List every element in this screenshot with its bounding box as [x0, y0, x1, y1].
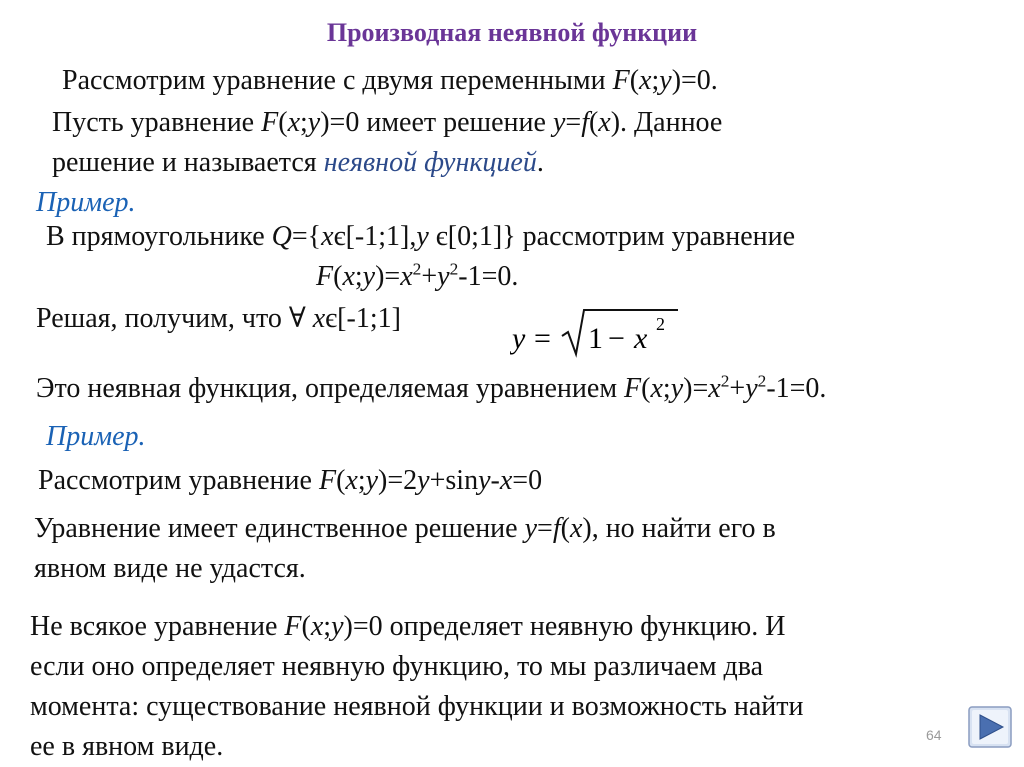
- paragraph-conclusion-line1: [30, 610, 785, 644]
- text: )=0.: [671, 65, 718, 96]
- var-x: x: [598, 107, 611, 138]
- var-x: x: [321, 221, 334, 252]
- text: ), но найти его в: [582, 513, 776, 544]
- text: ;: [323, 611, 332, 642]
- exponent: 2: [720, 371, 730, 391]
- text: є[-1;1]: [325, 303, 401, 334]
- paragraph-unique-solution-line1: [34, 512, 776, 546]
- text: ;: [357, 465, 366, 496]
- var-y: y: [659, 65, 672, 96]
- text: =0: [512, 465, 543, 496]
- var-y: y: [362, 261, 376, 292]
- var-y: y: [670, 373, 684, 404]
- var-x: x: [639, 65, 652, 96]
- equation-circle: [316, 260, 518, 294]
- var-f: f: [552, 513, 561, 544]
- text: (: [629, 65, 640, 96]
- paragraph-equation-intro: [62, 64, 718, 98]
- var-x: x: [708, 373, 721, 404]
- paragraph-solution-line1: [52, 106, 722, 140]
- text: +: [421, 261, 438, 292]
- var-F: F: [612, 65, 630, 96]
- text: (: [588, 107, 599, 138]
- text: Не всякое уравнение: [30, 611, 285, 642]
- text: (: [278, 107, 288, 138]
- var-F: F: [261, 107, 279, 138]
- var-F: F: [318, 465, 337, 496]
- var-y: y: [552, 107, 566, 138]
- var-y: y: [437, 261, 450, 292]
- var-Q: Q: [271, 221, 292, 252]
- text: (: [560, 513, 570, 544]
- text: )=: [375, 261, 401, 292]
- var-F: F: [624, 373, 642, 404]
- paragraph-unique-solution-line2: явном виде не удастся.: [34, 553, 306, 584]
- text: -1=0.: [766, 373, 827, 404]
- example-label: Пример.: [36, 187, 136, 218]
- text: )=2: [378, 465, 418, 496]
- text: ={: [291, 221, 322, 252]
- var-x: x: [345, 465, 358, 496]
- text: ;: [300, 107, 308, 138]
- text: (: [333, 261, 343, 292]
- example-label-2: Пример.: [46, 421, 146, 452]
- text: ). Данное: [610, 107, 723, 138]
- text: +: [729, 373, 746, 404]
- text: Рассмотрим уравнение: [38, 465, 319, 496]
- text: )=: [683, 373, 709, 404]
- exponent: 2: [757, 371, 767, 391]
- text: ;: [354, 261, 363, 292]
- var-F: F: [316, 261, 334, 292]
- var-x: x: [650, 373, 663, 404]
- paragraph-implicit-defined: [36, 372, 826, 406]
- play-next-icon[interactable]: [968, 706, 1012, 748]
- text: (: [301, 611, 311, 642]
- exponent: 2: [449, 259, 459, 279]
- var-y: y: [331, 611, 344, 642]
- var-x: x: [310, 611, 324, 642]
- var-F: F: [284, 611, 302, 642]
- page-number: 64: [926, 727, 942, 743]
- term-implicit-function: неявной функцией: [323, 147, 537, 178]
- var-x: x: [400, 261, 413, 292]
- text: решение и называется: [52, 147, 324, 178]
- text: (: [336, 465, 346, 496]
- text: Решая, получим, что ∀: [36, 303, 313, 334]
- text: Это неявная функция, определяемая уравнением: [36, 373, 625, 404]
- text: ;: [662, 373, 671, 404]
- paragraph-second-equation: [38, 464, 542, 498]
- paragraph-rectangle: [46, 220, 795, 254]
- var-y: y: [524, 513, 538, 544]
- formula-eq: =: [534, 322, 551, 355]
- formula-lhs: y: [512, 322, 526, 355]
- text: В прямоугольнике: [46, 221, 272, 252]
- formula-one: 1: [588, 322, 603, 355]
- formula-x: x: [634, 322, 648, 355]
- text: )=0 имеет решение: [320, 107, 553, 138]
- text: є[0;1]} рассмотрим уравнение: [428, 221, 796, 252]
- formula-minus: −: [608, 322, 625, 355]
- text: (: [641, 373, 651, 404]
- text: Уравнение имеет единственное решение: [34, 513, 525, 544]
- var-x: x: [569, 513, 583, 544]
- var-y: y: [478, 465, 491, 496]
- paragraph-solution-line2: [52, 146, 544, 180]
- text: -: [490, 465, 500, 496]
- text: .: [536, 147, 544, 178]
- exponent: 2: [412, 259, 422, 279]
- var-y: y: [417, 465, 430, 496]
- var-y: y: [307, 107, 321, 138]
- text: Пусть уравнение: [52, 107, 262, 138]
- text: -1=0.: [458, 261, 519, 292]
- var-x: x: [499, 465, 513, 496]
- text: є[-1;1],: [333, 221, 417, 252]
- text: =: [565, 107, 582, 138]
- text: =: [537, 513, 553, 544]
- var-x: x: [342, 261, 355, 292]
- slide-title: Производная неявной функции: [326, 18, 698, 47]
- text: ;: [651, 65, 660, 96]
- var-x: x: [287, 107, 300, 138]
- var-y: y: [365, 465, 379, 496]
- paragraph-conclusion-line3: момента: существование неявной функции и возможность найти: [30, 691, 804, 722]
- text: +sin: [429, 465, 479, 496]
- var-f: f: [581, 107, 589, 138]
- text: )=0 определяет неявную функцию. И: [343, 611, 786, 642]
- text: Рассмотрим уравнение с двумя переменными: [62, 65, 613, 96]
- var-y: y: [416, 221, 429, 252]
- paragraph-conclusion-line2: если оно определяет неявную функцию, то мы различаем два: [30, 651, 764, 682]
- var-x: x: [312, 303, 326, 334]
- formula-exp: 2: [656, 314, 665, 334]
- paragraph-conclusion-line4: ее в явном виде.: [30, 731, 224, 762]
- paragraph-solving: [36, 302, 401, 336]
- sqrt-formula: [510, 306, 680, 358]
- var-y: y: [745, 373, 758, 404]
